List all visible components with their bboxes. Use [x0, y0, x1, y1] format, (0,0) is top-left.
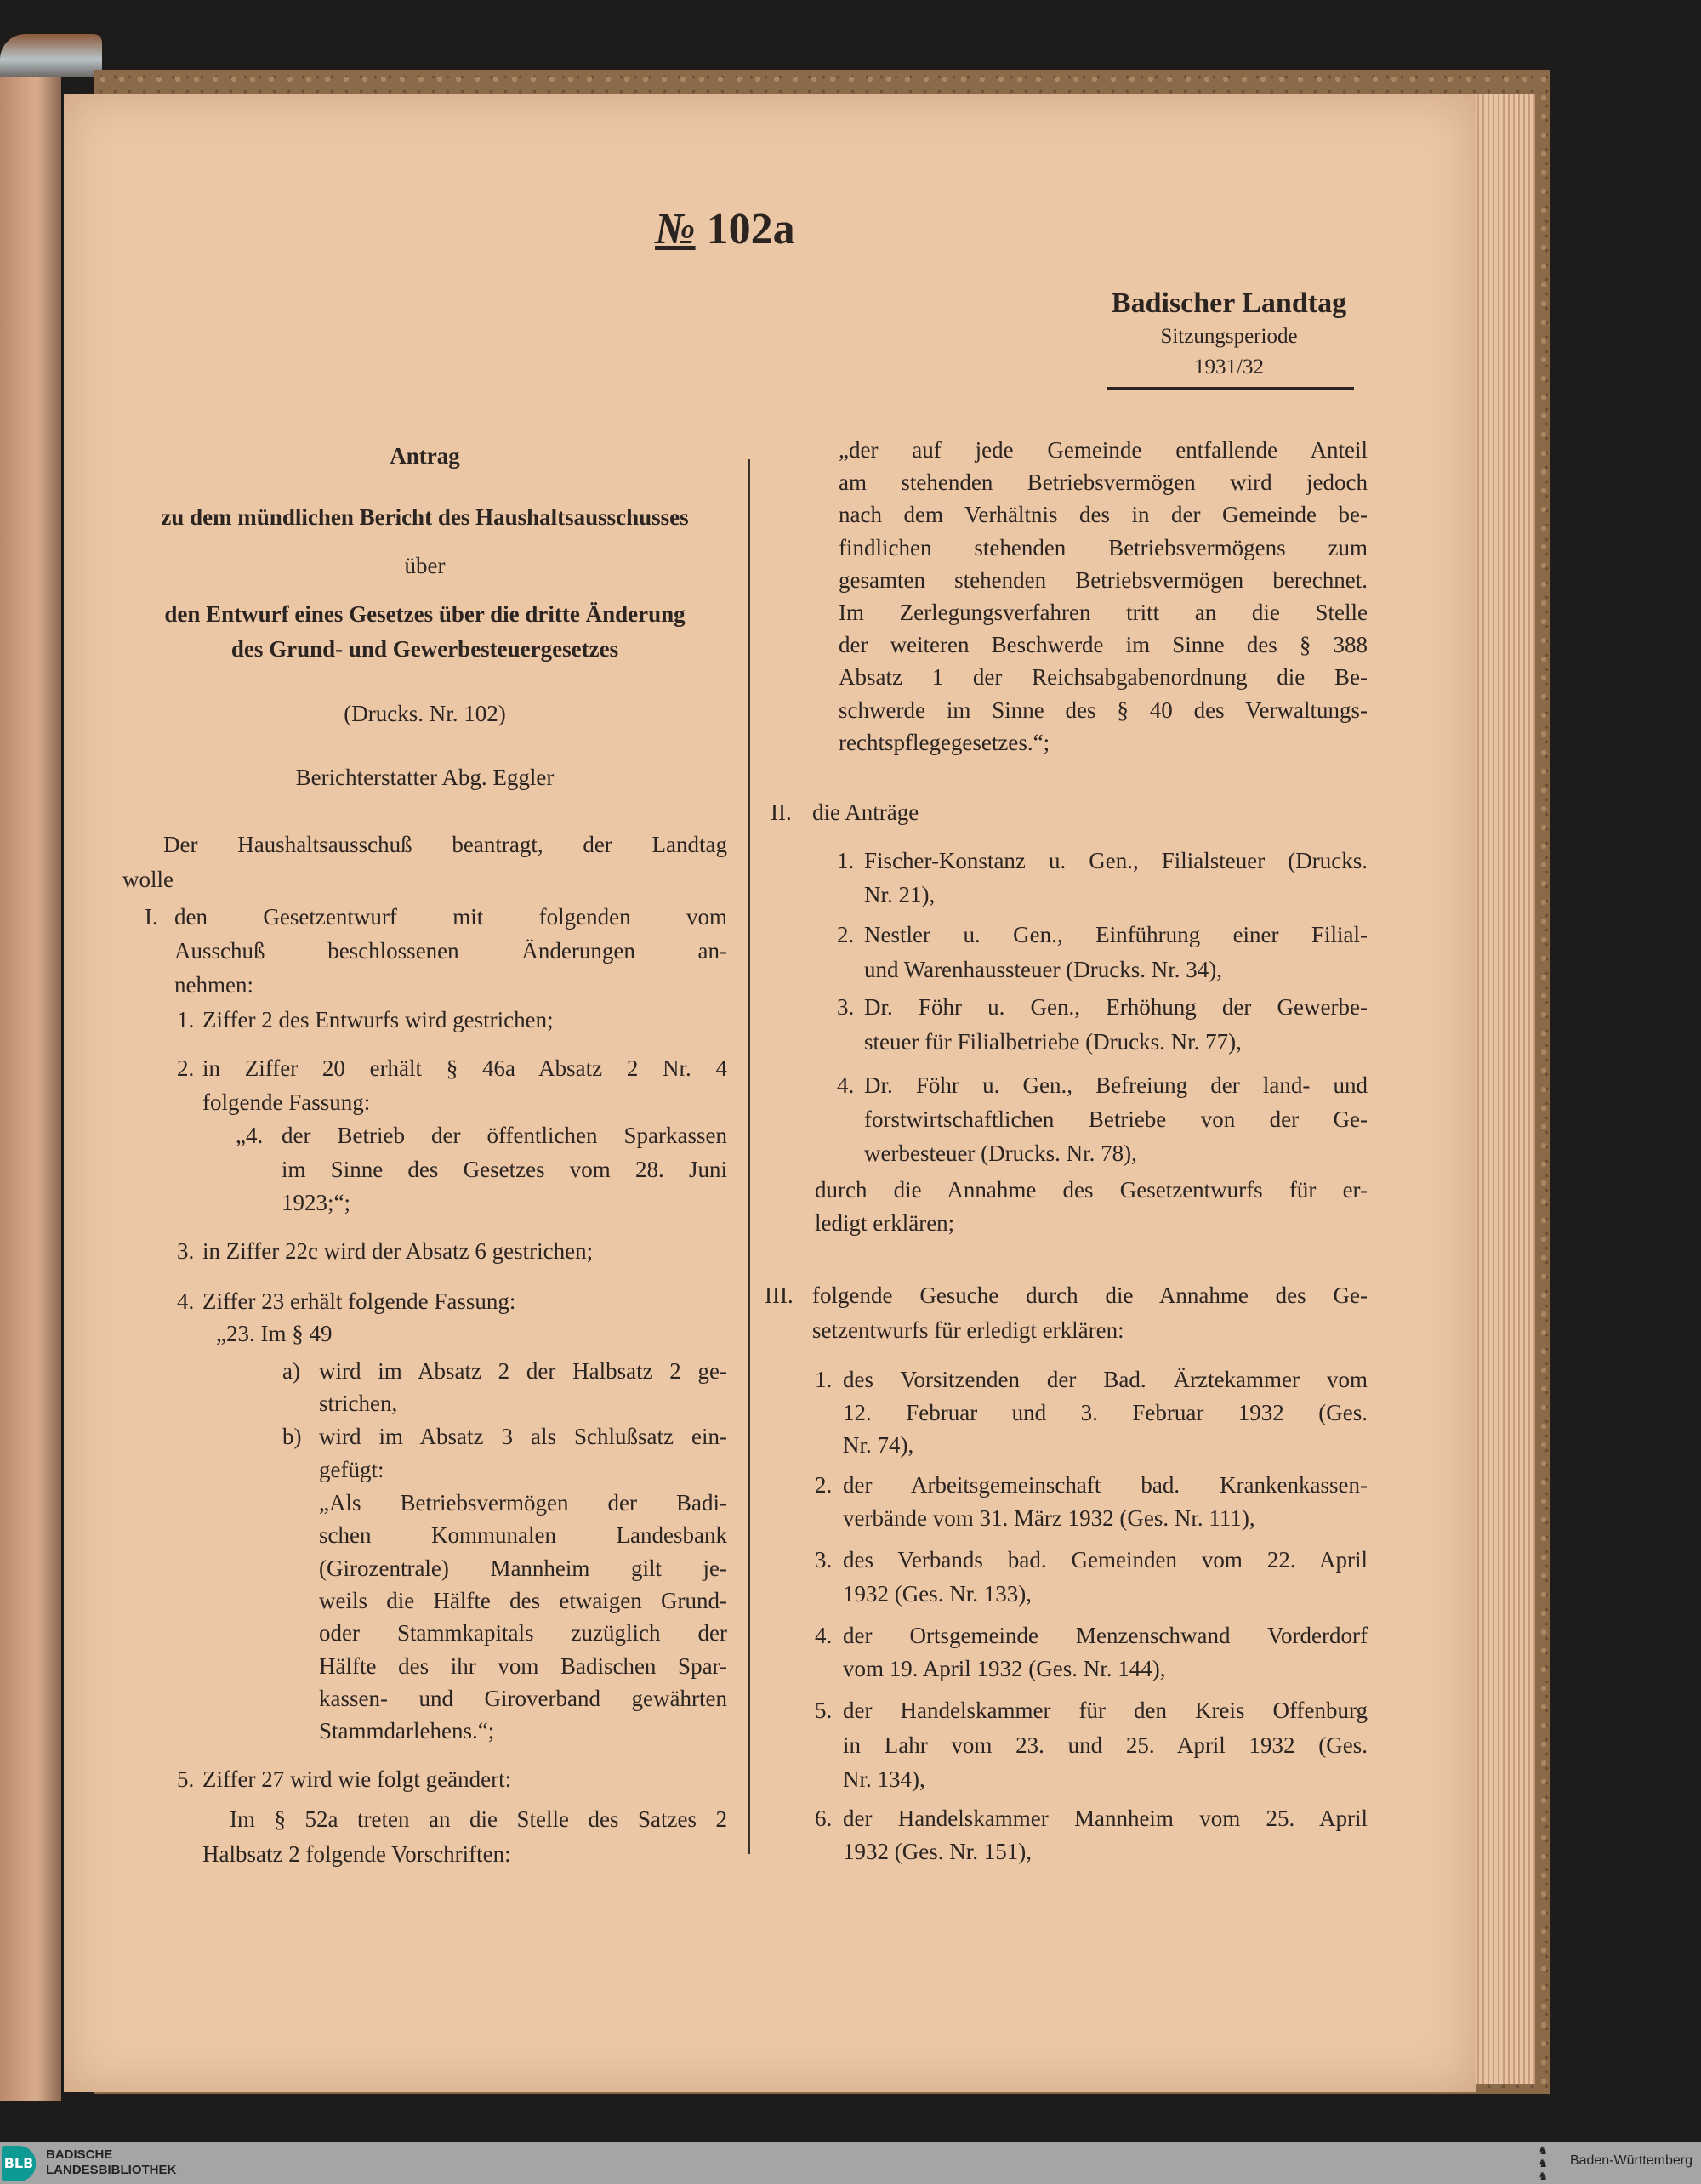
text-line: ledigt erklären; — [815, 1210, 955, 1236]
text-line: rechtspflegegesetzes.“; — [839, 729, 1050, 755]
text-line: 12. Februar und 3. Februar 1932 (Ges. — [843, 1399, 1368, 1425]
text-line: nehmen: — [174, 972, 253, 998]
text-line: weils die Hälfte des etwaigen Grund- — [319, 1587, 727, 1613]
item-number: 1. — [815, 1367, 833, 1392]
text-line: folgende Fassung: — [202, 1089, 371, 1115]
text-line: Der Haushaltsausschuß beantragt, der Landtag — [163, 832, 727, 857]
text-line: in Lahr vom 23. und 25. April 1932 (Ges. — [843, 1732, 1368, 1758]
text-line: 1932 (Ges. Nr. 133), — [843, 1581, 1032, 1607]
text-line: und Warenhaussteuer (Drucks. Nr. 34), — [864, 957, 1222, 982]
header-session: Sitzungsperiode — [1160, 325, 1298, 348]
text-line: Antrag — [390, 443, 460, 469]
text-line: „23. Im § 49 — [216, 1321, 333, 1346]
text-line: verbände vom 31. März 1932 (Ges. Nr. 111), — [843, 1505, 1255, 1531]
text-line: Ausschuß beschlossenen Änderungen an- — [174, 938, 727, 964]
text-line: der Betrieb der öffentlichen Sparkassen — [282, 1123, 727, 1148]
column-divider — [748, 459, 750, 1854]
text-line: findlichen stehenden Betriebsvermögens zum — [839, 534, 1368, 560]
number-value: 102a — [706, 205, 795, 253]
item-number: 3. — [815, 1547, 833, 1573]
text-line: durch die Annahme des Gesetzentwurfs für er- — [815, 1177, 1368, 1203]
item-number: III. — [765, 1283, 794, 1308]
text-line: setzentwurfs für erledigt erklären: — [812, 1317, 1124, 1343]
item-number: 2. — [815, 1472, 833, 1498]
text-line: gefügt: — [319, 1457, 384, 1482]
text-line: in Ziffer 20 erhält § 46a Absatz 2 Nr. 4 — [202, 1055, 727, 1081]
text-line: den Gesetzentwurf mit folgenden vom — [174, 904, 727, 930]
number-sign: № — [655, 205, 696, 253]
item-number: 1. — [177, 1007, 195, 1032]
library-name-line-2: LANDESBIBLIOTHEK — [46, 2163, 177, 2177]
header-years: 1931/32 — [1194, 355, 1264, 378]
text-line: schwerde im Sinne des § 40 des Verwaltungs- — [839, 697, 1368, 723]
text-line: den Entwurf eines Gesetzes über die dritte Änderung — [164, 601, 686, 627]
text-line: die Anträge — [812, 799, 919, 825]
text-line: wolle — [122, 867, 174, 892]
text-line: des Grund- und Gewerbesteuergesetzes — [230, 636, 619, 662]
item-number: 6. — [815, 1806, 833, 1831]
text-line: der Handelskammer für den Kreis Offenburg — [843, 1698, 1368, 1723]
text-line: „Als Betriebsvermögen der Badi- — [319, 1490, 727, 1516]
text-line: vom 19. April 1932 (Ges. Nr. 144), — [843, 1656, 1166, 1681]
text-line: schen Kommunalen Landesbank — [319, 1522, 727, 1549]
text-line: Dr. Föhr u. Gen., Befreiung der land- und — [864, 1072, 1368, 1098]
item-number: II. — [771, 799, 792, 825]
text-line: Ziffer 2 des Entwurfs wird gestrichen; — [202, 1007, 554, 1032]
book-binding — [0, 34, 102, 77]
item-number: I. — [145, 904, 158, 930]
text-line: der Arbeitsgemeinschaft bad. Krankenkassen- — [843, 1472, 1368, 1498]
library-name[interactable] — [46, 2147, 176, 2178]
text-line: nach dem Verhältnis des in der Gemeinde be- — [839, 502, 1368, 528]
text-line: der weiteren Beschwerde im Sinne des § 388 — [839, 632, 1368, 658]
text-line: über — [404, 553, 446, 578]
item-number: 4. — [177, 1288, 195, 1314]
item-number: 3. — [177, 1238, 195, 1264]
header-title: Badischer Landtag — [1111, 287, 1347, 319]
item-number: 4. — [837, 1072, 855, 1098]
text-line: gesamten stehenden Betriebsvermögen berechnet. — [839, 566, 1368, 593]
blb-logo[interactable]: BLB — [2, 2146, 36, 2181]
text-line: Fischer-Konstanz u. Gen., Filialsteuer (Drucks. — [864, 848, 1368, 873]
text-line: (Drucks. Nr. 102) — [344, 701, 506, 726]
item-number: 5. — [177, 1766, 195, 1792]
adjacent-page-edge — [0, 60, 61, 2101]
text-line: Stammdarlehens.“; — [319, 1718, 495, 1744]
text-line: Nestler u. Gen., Einführung einer Filial- — [864, 922, 1368, 947]
item-number: 5. — [815, 1698, 833, 1723]
text-line: Dr. Föhr u. Gen., Erhöhung der Gewerbe- — [864, 994, 1368, 1020]
state-logo-text[interactable]: Baden-Württemberg — [1569, 2153, 1692, 2168]
text-line: wird im Absatz 2 der Halbsatz 2 ge- — [319, 1358, 727, 1384]
text-line: des Vorsitzenden der Bad. Ärztekammer vom — [843, 1367, 1368, 1392]
item-number: 2. — [837, 922, 855, 947]
text-line: werbesteuer (Drucks. Nr. 78), — [864, 1140, 1137, 1166]
text-line: kassen- und Giroverband gewährten — [319, 1685, 727, 1711]
text-line: Halbsatz 2 folgende Vorschriften: — [202, 1841, 511, 1867]
text-line: Im § 52a treten an die Stelle des Satzes 2 — [230, 1806, 727, 1832]
text-line: oder Stammkapitals zuzüglich der — [319, 1620, 727, 1647]
item-number: 3. — [837, 994, 855, 1020]
text-line: Ziffer 23 erhält folgende Fassung: — [202, 1288, 516, 1314]
item-number: b) — [282, 1424, 302, 1449]
text-line: Ziffer 27 wird wie folgt geändert: — [202, 1766, 512, 1792]
footer-bar — [0, 2142, 1701, 2184]
item-number: a) — [282, 1358, 300, 1384]
text-line: Absatz 1 der Reichsabgabenordnung die Be- — [839, 664, 1368, 691]
text-line: im Sinne des Gesetzes vom 28. Juni — [282, 1156, 727, 1182]
text-line: der Handelskammer Mannheim vom 25. April — [843, 1806, 1368, 1831]
item-number: 2. — [177, 1055, 195, 1081]
text-line: zu dem mündlichen Bericht des Haushaltsausschusses — [161, 504, 689, 530]
text-line: Nr. 74), — [843, 1432, 914, 1458]
text-line: des Verbands bad. Gemeinden vom 22. April — [843, 1547, 1368, 1573]
text-line: Nr. 134), — [843, 1766, 925, 1792]
text-line: Im Zerlegungsverfahren tritt an die Stelle — [839, 600, 1368, 625]
text-line: forstwirtschaftlichen Betriebe von der Ge- — [864, 1106, 1368, 1132]
text-line: am stehenden Betriebsvermögen wird jedoch — [839, 469, 1368, 496]
text-line: steuer für Filialbetriebe (Drucks. Nr. 77), — [864, 1029, 1242, 1055]
item-number: „4. — [236, 1123, 264, 1148]
text-line: folgende Gesuche durch die Annahme des Ge- — [812, 1283, 1368, 1308]
item-number: 1. — [837, 848, 855, 873]
item-number: 4. — [815, 1623, 833, 1648]
text-line: Berichterstatter Abg. Eggler — [295, 765, 555, 790]
text-line: in Ziffer 22c wird der Absatz 6 gestrichen; — [202, 1238, 594, 1264]
text-line: 1923;“; — [282, 1190, 350, 1215]
document-number — [655, 204, 795, 254]
coat-of-arms-icon: ♞ ♞ ♞ — [1538, 2144, 1548, 2182]
text-line: 1932 (Ges. Nr. 151), — [843, 1839, 1032, 1864]
library-name-line-1: BADISCHE — [46, 2147, 113, 2162]
text-line: der Ortsgemeinde Menzenschwand Vorderdorf — [843, 1623, 1368, 1648]
text-line: wird im Absatz 3 als Schlußsatz ein- — [319, 1424, 727, 1449]
header-rule — [1107, 387, 1354, 390]
text-line: „der auf jede Gemeinde entfallende Anteil — [839, 437, 1368, 463]
text-line: strichen, — [319, 1391, 398, 1416]
text-line: Nr. 21), — [864, 882, 936, 907]
text-line: (Girozentrale) Mannheim gilt je- — [319, 1555, 727, 1581]
text-line: Hälfte des ihr vom Badischen Spar- — [319, 1652, 727, 1679]
